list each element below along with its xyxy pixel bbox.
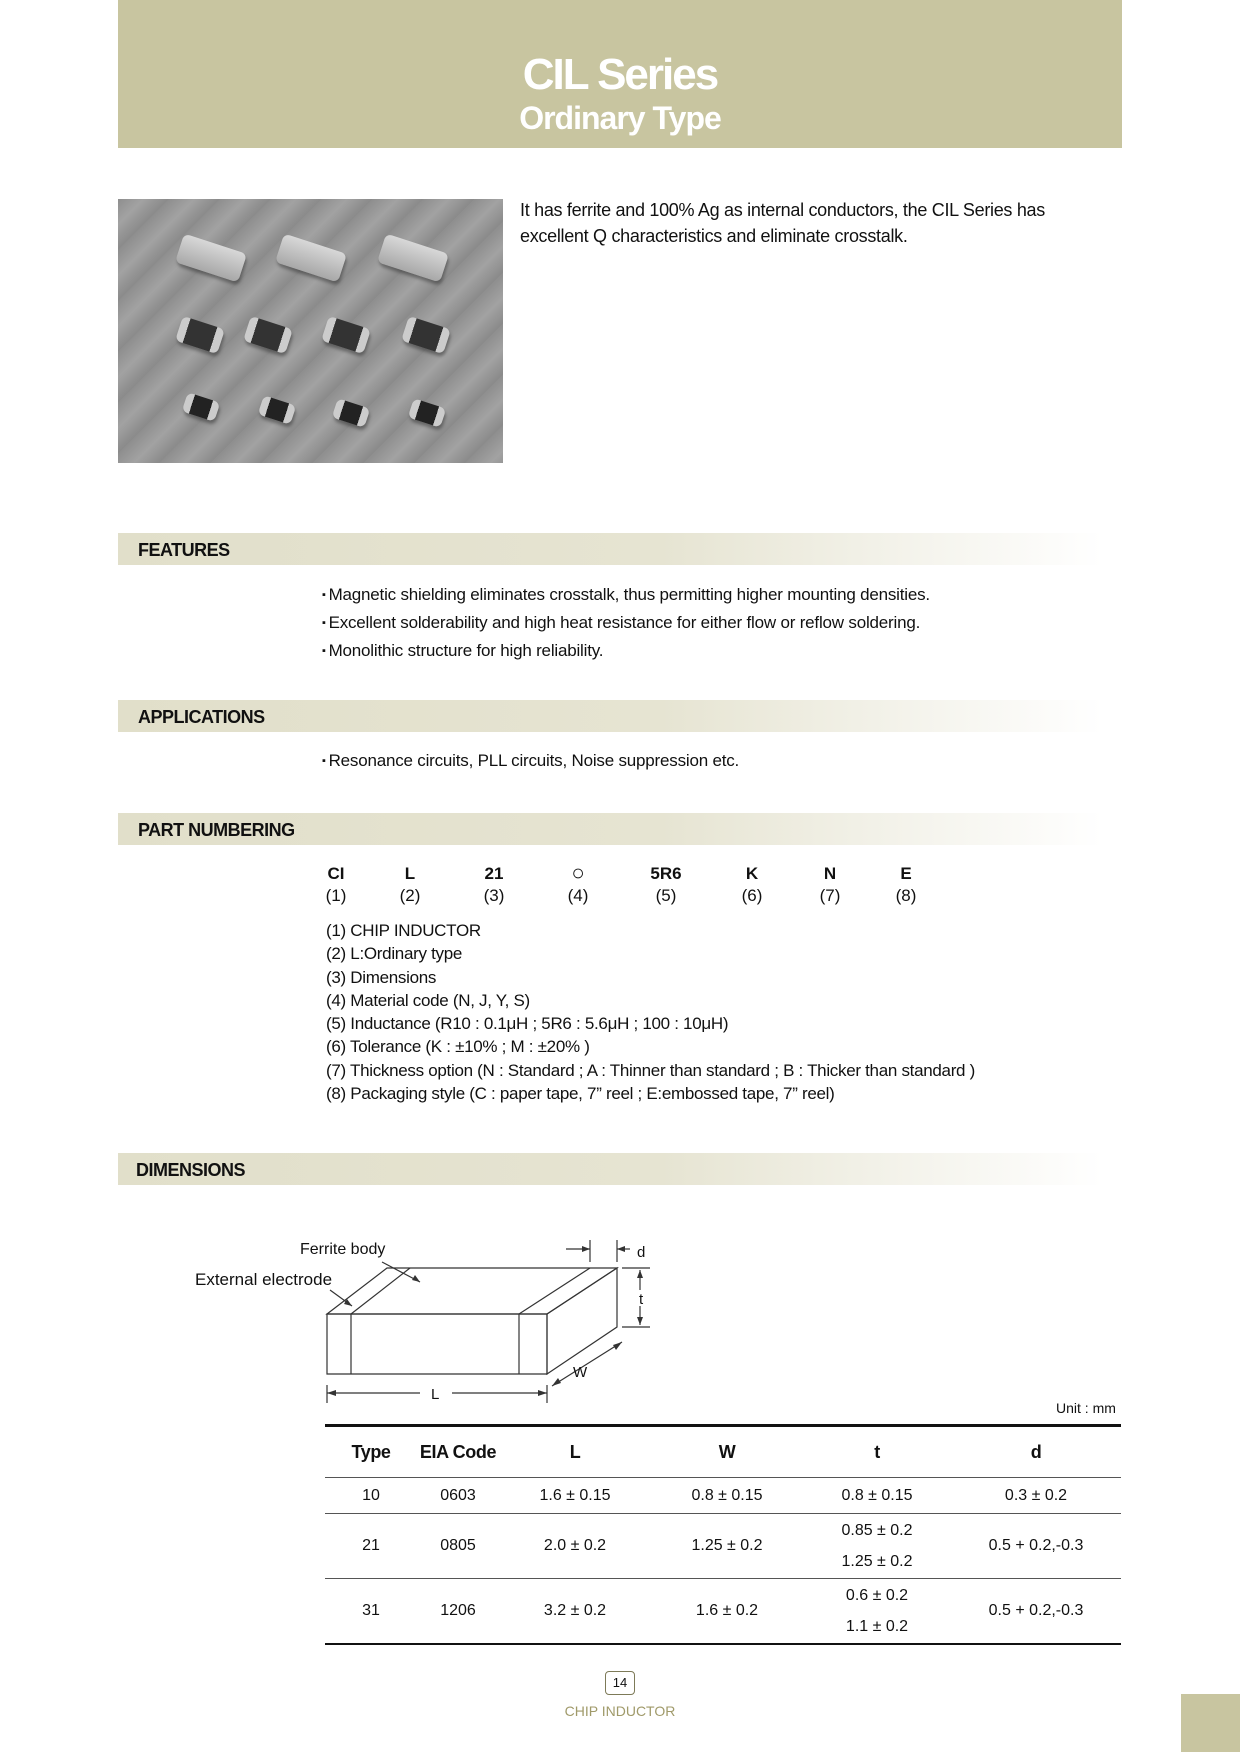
- electrode-line: [519, 1268, 590, 1314]
- page-title: CIL Series: [522, 50, 718, 99]
- t-value: 0.85 ± 0.2: [841, 1522, 913, 1539]
- part-index: (7): [819, 886, 841, 905]
- description-line: (6) Tolerance (K : ±10% ; M : ±20% ): [326, 1037, 590, 1057]
- table-header-row: [325, 1426, 1121, 1478]
- l-cell: 3.2 ± 0.2: [543, 1602, 607, 1619]
- eia-code-cell: 1206: [440, 1602, 476, 1619]
- list-item: ▪ Monolithic structure for high reliability.: [322, 638, 930, 666]
- column-header: L: [499, 1426, 651, 1478]
- t-value: 1.25 ± 0.2: [841, 1553, 913, 1570]
- eia-code-cell: 0805: [440, 1537, 476, 1554]
- part-index: (8): [895, 886, 917, 905]
- part-code: CI: [327, 864, 345, 883]
- part-index: (5): [655, 886, 677, 905]
- t-cell: [803, 1579, 951, 1645]
- description-line: (3) Dimensions: [326, 967, 437, 987]
- footer-label: CHIP INDUCTOR: [564, 1703, 676, 1719]
- chip-front-face: [327, 1314, 547, 1374]
- w-label: W: [573, 1364, 588, 1381]
- arrow-icon: [637, 1270, 643, 1278]
- part-code: K: [745, 864, 759, 883]
- eia-code-cell: 0603: [440, 1486, 476, 1504]
- w-cell: 1.6 ± 0.2: [695, 1602, 759, 1619]
- column-header: d: [951, 1426, 1121, 1478]
- description-line: (7) Thickness option (N : Standard ; A : Thinner than standard ; B : Thicker than standard ): [326, 1060, 975, 1080]
- d-cell: 0.3 ± 0.2: [1004, 1486, 1068, 1504]
- arrow-icon: [552, 1378, 561, 1386]
- table-row: [325, 1478, 1121, 1514]
- description-line: (8) Packaging style (C : paper tape, 7” reel ; E:embossed tape, 7” reel): [326, 1084, 835, 1104]
- page-number: 14: [605, 1671, 635, 1695]
- l-label: L: [431, 1386, 440, 1403]
- arrow-icon: [538, 1390, 547, 1396]
- table-row: [325, 1579, 1121, 1645]
- l-cell: 1.6 ± 0.15: [539, 1486, 611, 1504]
- l-cell: 2.0 ± 0.2: [543, 1537, 607, 1554]
- t-label: t: [639, 1291, 644, 1308]
- arrow-icon: [613, 1342, 622, 1350]
- type-cell: 10: [362, 1486, 380, 1504]
- external-electrode-label: External electrode: [195, 1270, 333, 1289]
- type-cell: 31: [362, 1602, 380, 1619]
- electrode-line: [351, 1268, 410, 1314]
- t-cell: 0.8 ± 0.15: [841, 1486, 913, 1504]
- page-subtitle: Ordinary Type: [519, 100, 721, 136]
- intro-text: It has ferrite and 100% Ag as internal conductors, the CIL Series has excellent Q characteristics and eliminate crosstalk.: [520, 200, 1045, 246]
- list-item: ▪ Resonance circuits, PLL circuits, Noise suppression etc.: [322, 748, 739, 776]
- t-value: 1.1 ± 0.2: [845, 1618, 909, 1635]
- arrow-icon: [582, 1246, 590, 1252]
- dimensions-table: [325, 1424, 1121, 1645]
- part-index: (2): [399, 886, 421, 905]
- ferrite-body-label: Ferrite body: [300, 1241, 386, 1258]
- part-code: E: [900, 864, 912, 883]
- column-header: EIA Code: [417, 1426, 499, 1478]
- description-line: (2) L:Ordinary type: [326, 944, 463, 964]
- d-cell: 0.5 + 0.2,-0.3: [988, 1537, 1084, 1554]
- t-cell: [803, 1514, 951, 1579]
- w-cell: 0.8 ± 0.15: [691, 1486, 763, 1504]
- unit-label: Unit : mm: [1056, 1400, 1116, 1416]
- part-index: (1): [325, 886, 347, 905]
- section-title: FEATURES: [138, 540, 230, 560]
- chip-side-face: [547, 1268, 617, 1374]
- part-code: 5R6: [650, 864, 682, 883]
- d-cell: 0.5 + 0.2,-0.3: [988, 1602, 1084, 1619]
- corner-tab: [1181, 1694, 1240, 1752]
- chip-top-face: [327, 1268, 617, 1314]
- arrow-icon: [327, 1390, 336, 1396]
- part-code: 21: [484, 864, 504, 883]
- column-header: W: [651, 1426, 803, 1478]
- w-cell: 1.25 ± 0.2: [691, 1537, 763, 1554]
- t-value: 0.6 ± 0.2: [845, 1587, 909, 1604]
- column-header: Type: [325, 1426, 417, 1478]
- part-code: L: [404, 864, 416, 883]
- table-row: [325, 1514, 1121, 1579]
- description-line: (4) Material code (N, J, Y, S): [326, 990, 530, 1010]
- section-title: PART NUMBERING: [138, 820, 295, 840]
- list-item: ▪ Magnetic shielding eliminates crosstalk, thus permitting higher mounting densities.: [322, 582, 930, 610]
- part-code: N: [823, 864, 837, 883]
- list-item: ▪ Excellent solderability and high heat resistance for either flow or reflow soldering.: [322, 610, 930, 638]
- description-line: (1) CHIP INDUCTOR: [326, 921, 481, 940]
- arrow-icon: [617, 1246, 625, 1252]
- part-index: (6): [741, 886, 763, 905]
- description-line: (5) Inductance (R10 : 0.1μH ; 5R6 : 5.6μH ; 100 : 10μH): [326, 1014, 729, 1034]
- column-header: t: [803, 1426, 951, 1478]
- section-title: APPLICATIONS: [138, 707, 265, 727]
- part-code: ○: [571, 860, 585, 885]
- section-title: DIMENSIONS: [136, 1160, 246, 1180]
- arrow-icon: [412, 1275, 420, 1282]
- part-index: (4): [567, 886, 589, 905]
- arrow-icon: [637, 1317, 643, 1325]
- d-label: d: [637, 1244, 646, 1261]
- type-cell: 21: [362, 1537, 380, 1554]
- part-index: (3): [483, 886, 505, 905]
